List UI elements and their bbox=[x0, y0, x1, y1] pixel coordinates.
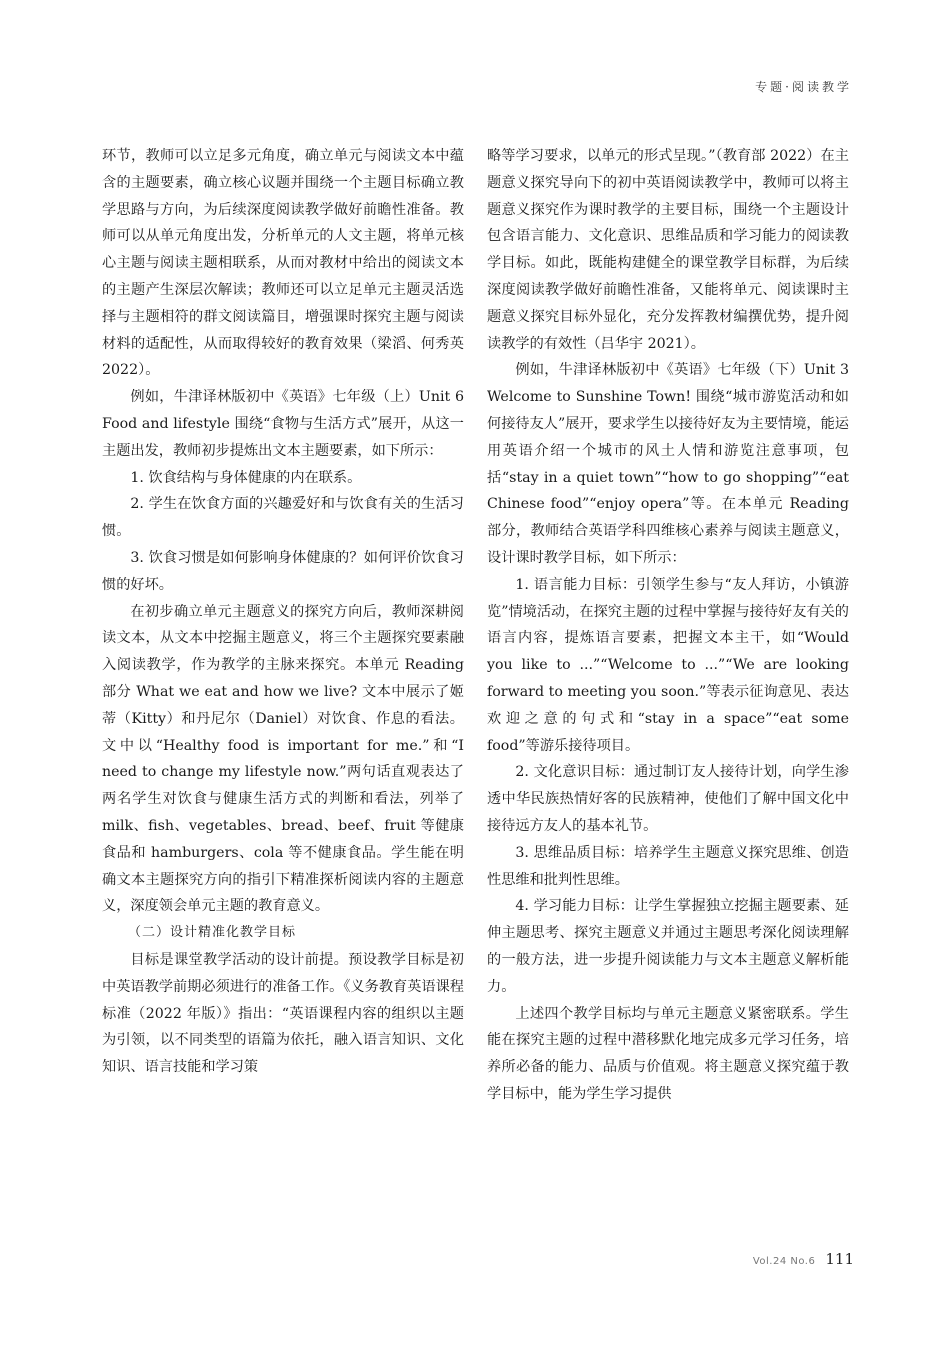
paragraph: 环节，教师可以立足多元角度，确立单元与阅读文本中蕴含的主题要素，确立核心议题并围绕一个主题目标确立教学思路与方向，为后续深度阅读教学做好前瞻性准备。教师可以从单元角度出发，分析单元的人文主题，将单元核心主题与阅读主题相联系，从而对教材中给出的阅读文本的主题产生深层次解读；教师还可以立足单元主题灵活选择与主题相符的群文阅读篇目，增强课时探究主题与阅读材料的适配性，从而取得较好的教育效果（梁滔、何秀英 2022）。 bbox=[102, 148, 464, 379]
list-item: 1. 饮食结构与身体健康的内在联系。 bbox=[130, 469, 362, 486]
paragraph: 略等学习要求，以单元的形式呈现。”（教育部 2022）在主题意义探究导向下的初中英语阅读教学中，教师可以将主题意义探究作为课时教学的主要目标，围绕一个主题设计包含语言能力、文化意识、思维品质和学习能力的阅读教学目标。如此，既能构建健全的课堂教学目标群，为后续深度阅读教学做好前瞻性准备，又能将单元、阅读课时主题意义探究目标外显化，充分发挥教材编撰优势，提升阅读教学的有效性（吕华宇 2021）。 bbox=[487, 148, 849, 352]
list-item: 4. 学习能力目标：让学生掌握独立挖掘主题要素、延伸主题思考、探究主题意义并通过主题思考深化阅读理解的一般方法，进一步提升阅读能力与文本主题意义解析能力。 bbox=[487, 898, 849, 995]
page-number: 111 bbox=[825, 1250, 854, 1268]
list-item: 1. 语言能力目标：引领学生参与“友人拜访，小镇游览”情境活动，在探究主题的过程中掌握与接待好友有关的语言内容，提炼语言要素，把握文本主干，如“Would you like to ...”“Welcome to ...”“We are looking forward to meeting you soon.”等表示征询意见、表达欢迎之意的句式和“stay in a space”“eat some food”等游乐接待项目。 bbox=[487, 576, 849, 754]
subsection-heading: （二）设计精准化教学目标 bbox=[128, 925, 297, 941]
paragraph: 在初步确立单元主题意义的探究方向后，教师深耕阅读文本，从文本中挖掘主题意义，将三个主题探究要素融入阅读教学，作为教学的主脉来探究。本单元 Reading 部分 What we eat and how we live? 文本中展示了姬蒂（Kitty）和丹尼尔（Daniel）对饮食、作息的看法。文中以“Healthy food is important for me.”和“I need to change my lifestyle now.”两句话直观表达了两名学生对饮食与健康生活方式的判断和看法，列举了 milk、fish、vegetables、bread、beef、fruit 等健康食品和 hamburgers、cola 等不健康食品。学生能在明确文本主题探究方向的指引下精准探析阅读内容的主题意义，深度领会单元主题的教育意义。 bbox=[102, 603, 464, 915]
paragraph: 例如，牛津译林版初中《英语》七年级（上）Unit 6 Food and lifestyle 围绕“食物与生活方式”展开，从这一主题出发，教师初步提炼出文本主题要素，如下所示： bbox=[102, 389, 464, 459]
paragraph: 例如，牛津译林版初中《英语》七年级（下）Unit 3 Welcome to Sunshine Town! 围绕“城市游览活动和如何接待友人”展开，要求学生以接待好友为主要情境，能运用英语介绍一个城市的风土人情和游览注意事项，包括“stay in a quiet town”“how to go shopping”“eat Chinese food”“enjoy opera”等。在本单元 Reading 部分，教师结合英语学科四维核心素养与阅读主题意义，设计课时教学目标，如下所示： bbox=[487, 362, 849, 566]
volume-label: Vol.24 No.6 bbox=[752, 1256, 816, 1267]
page-footer bbox=[753, 1250, 854, 1268]
list-item: 3. 思维品质目标：培养学生主题意义探究思维、创造性思维和批判性思维。 bbox=[487, 844, 849, 888]
list-item: 3. 饮食习惯是如何影响身体健康的？如何评价饮食习惯的好坏。 bbox=[102, 549, 464, 593]
list-item: 2. 文化意识目标：通过制订友人接待计划，向学生渗透中华民族热情好客的民族精神，使他们了解中国文化中接待远方友人的基本礼节。 bbox=[487, 764, 849, 834]
paragraph: 上述四个教学目标均与单元主题意义紧密联系。学生能在探究主题的过程中潜移默化地完成多元学习任务，培养所必备的能力、品质与价值观。将主题意义探究蕴于教学目标中，能为学生学习提供 bbox=[487, 1005, 849, 1102]
list-item: 2. 学生在饮食方面的兴趣爱好和与饮食有关的生活习惯。 bbox=[102, 496, 464, 540]
section-header: 专题·阅读教学 bbox=[755, 80, 852, 94]
paragraph: 目标是课堂教学活动的设计前提。预设教学目标是初中英语教学前期必须进行的准备工作。《义务教育英语课程标准（2022 年版）》指出：“英语课程内容的组织以主题为引领，以不同类型的语篇为依托，融入语言知识、文化知识、语言技能和学习策 bbox=[102, 951, 464, 1076]
right-column bbox=[487, 143, 849, 1108]
left-column bbox=[102, 143, 464, 1081]
